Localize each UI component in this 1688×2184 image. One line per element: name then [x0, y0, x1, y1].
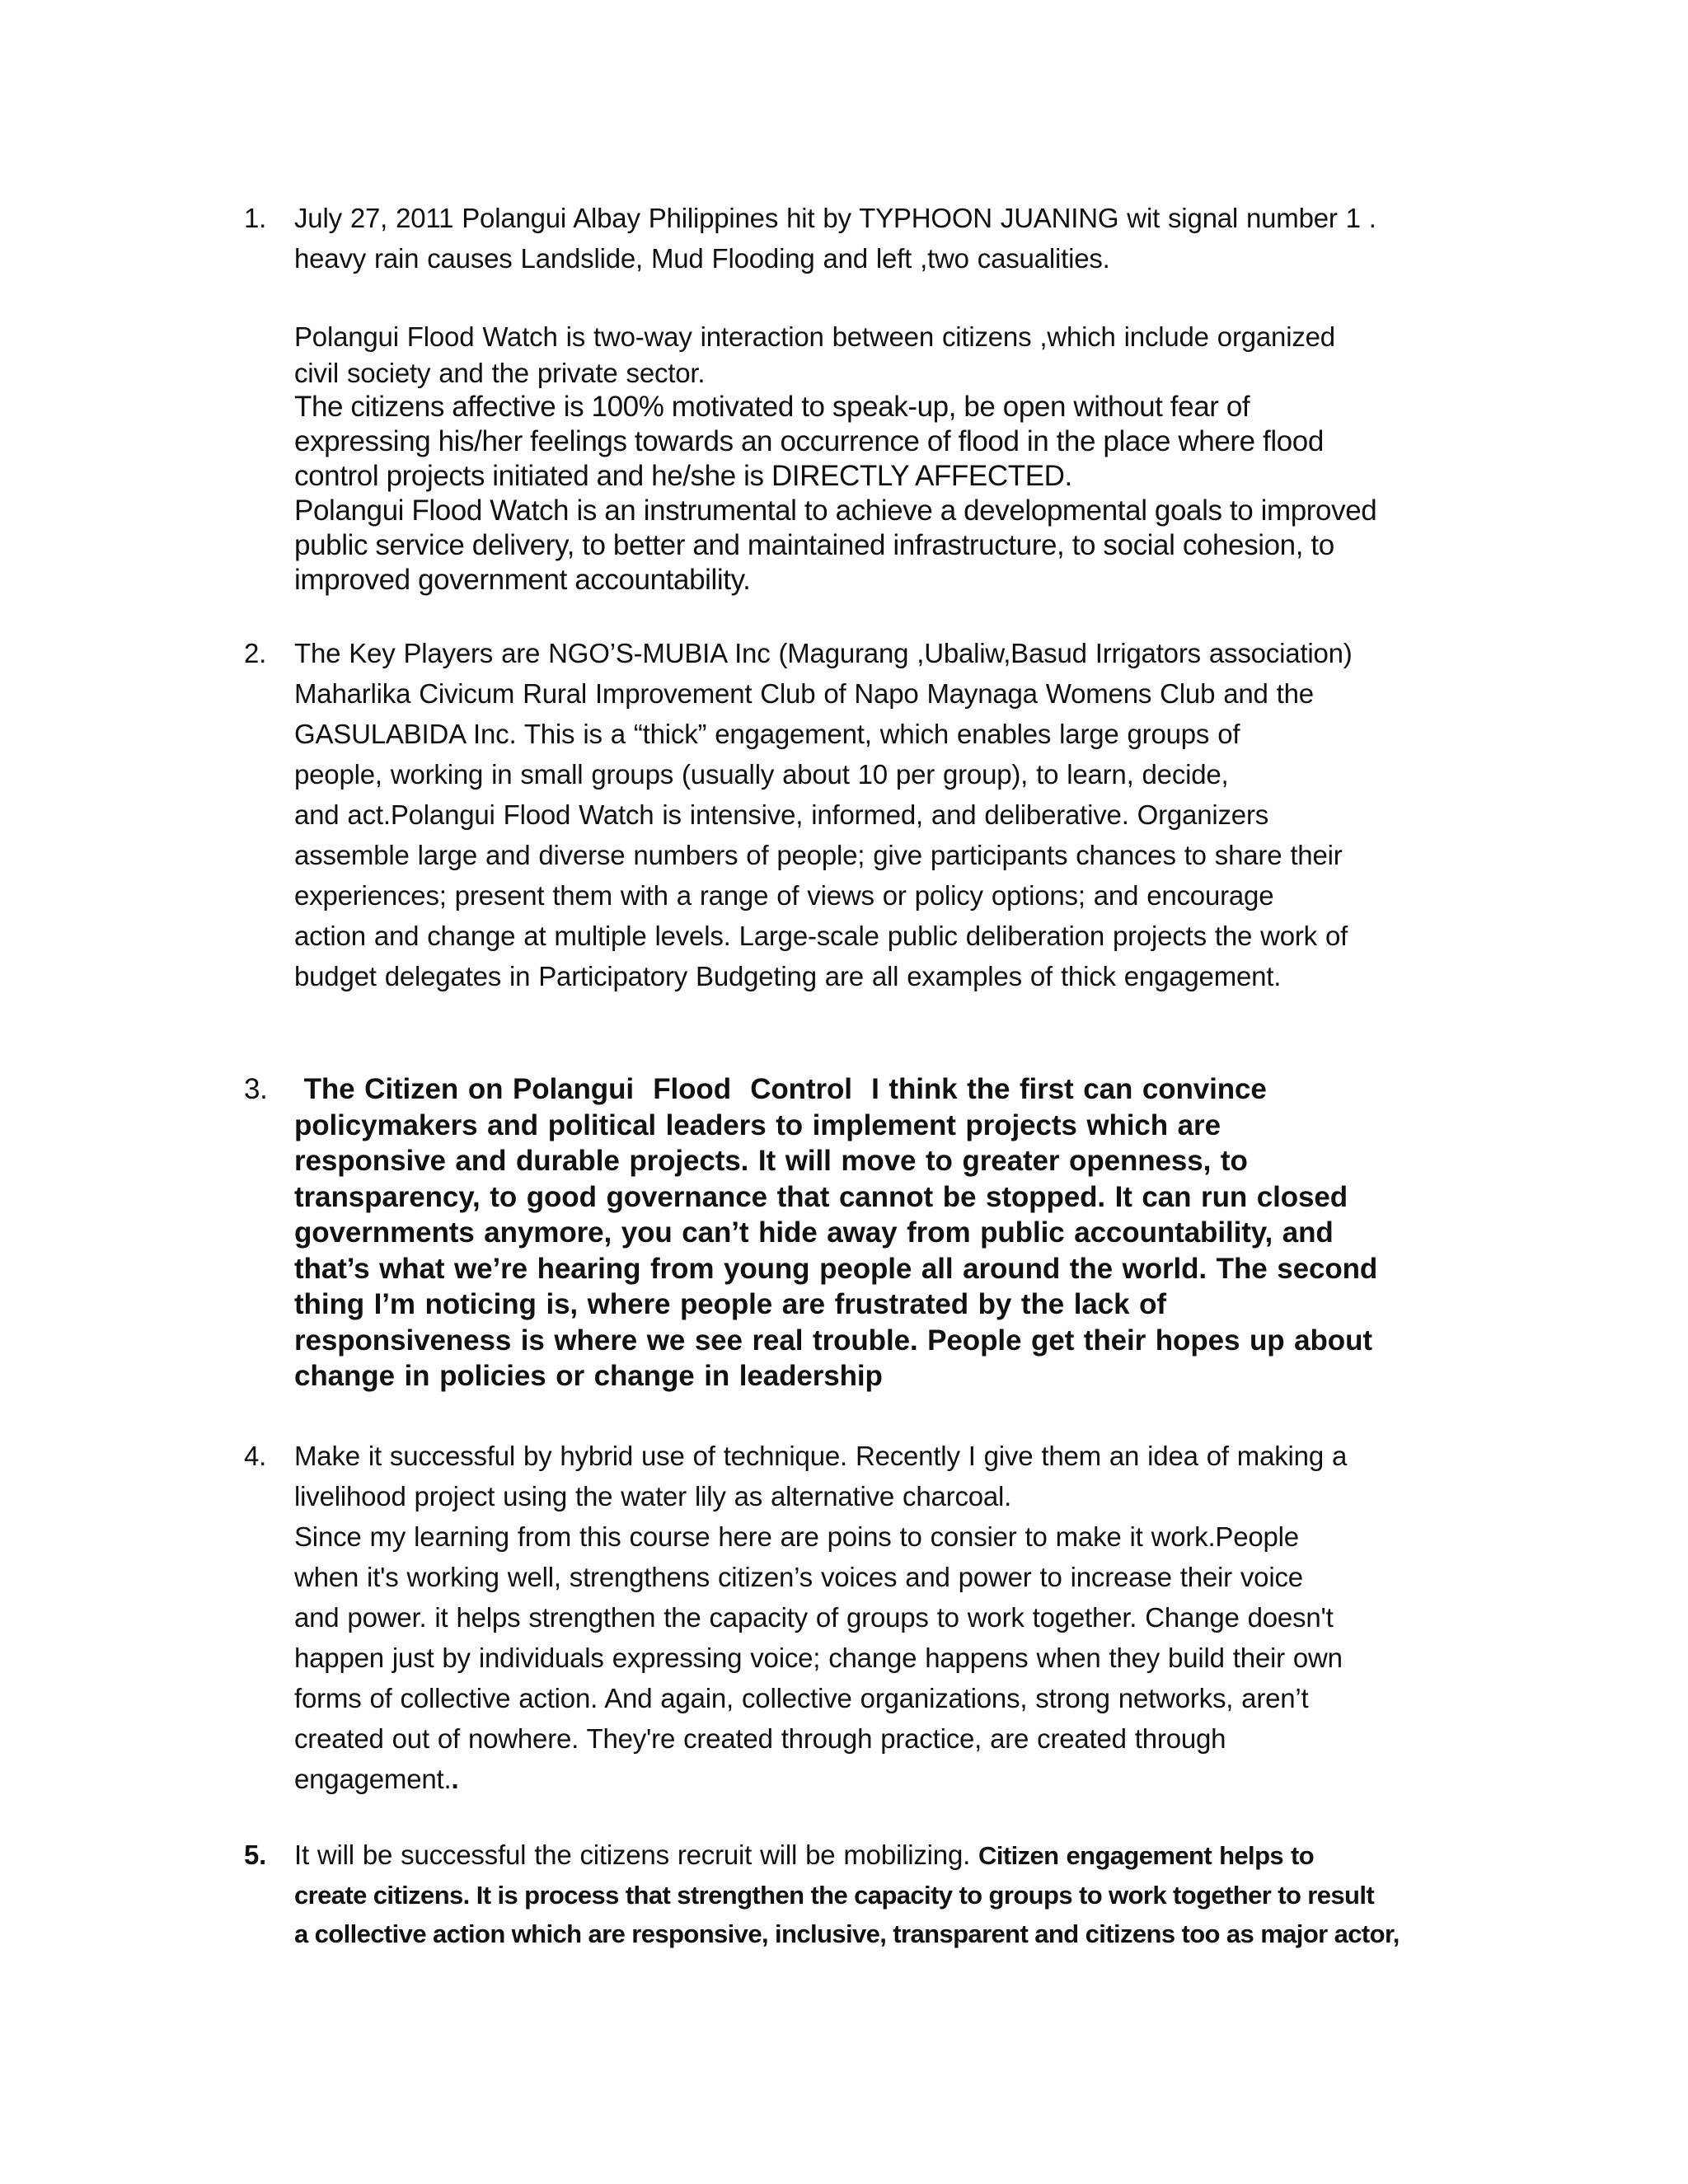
text-line: Make it successful by hybrid use of technique. Recently I give them an idea of making a [294, 1441, 1348, 1471]
paragraph-typhoon [294, 198, 1481, 279]
text-line: created out of nowhere. They're created through practice, are created through [294, 1723, 1226, 1754]
text-line: happen just by individuals expressing voice; change happens when they build their own [294, 1643, 1343, 1673]
text-line: heavy rain causes Landslide, Mud Flooding and left ,two casualities. [294, 243, 1110, 274]
text-line: Polangui Flood Watch is an instrumental to achieve a developmental goals to improved [294, 494, 1377, 527]
text-line: governments anymore, you can’t hide away from public accountability, and [294, 1216, 1334, 1249]
text-line: people, working in small groups (usually about 10 per group), to learn, decide, [294, 759, 1229, 790]
text-line: public service delivery, to better and maintained infrastructure, to social cohesion, to [294, 529, 1334, 561]
list-item-body [294, 1835, 1481, 1953]
text-line: responsive and durable projects. It will move to greater openness, to [294, 1145, 1248, 1177]
text-line: Maharlika Civicum Rural Improvement Club of Napo Maynaga Womens Club and the [294, 678, 1314, 709]
text-line: policymakers and political leaders to implement projects which are [294, 1108, 1221, 1141]
text-line-regular: It will be successful the citizens recruit will be mobilizing. [294, 1840, 979, 1870]
text-line: July 27, 2011 Polangui Albay Philippines hit by TYPHOON JUANING wit signal number 1 . [294, 203, 1376, 233]
text-line: budget delegates in Participatory Budgeting are all examples of thick engagement. [294, 961, 1282, 991]
text-line: experiences; present them with a range of views or policy options; and encourage [294, 880, 1274, 911]
text-line: The Key Players are NGO’S-MUBIA Inc (Magurang ,Ubaliw,Basud Irrigators association) [294, 638, 1353, 668]
list-number: 3. [244, 1073, 268, 1105]
text-line: that’s what we’re hearing from young people all around the world. The second [294, 1252, 1378, 1285]
text-line [294, 1759, 1481, 1799]
text-line: create citizens. It is process that strengthen the capacity to groups to work together to result [294, 1881, 1375, 1910]
text-line: transparency, to good governance that cannot be stopped. It can run closed [294, 1180, 1348, 1213]
text-line: responsiveness is where we see real trouble. People get their hopes up about [294, 1324, 1372, 1357]
text-line: and power. it helps strengthen the capacity of groups to work together. Change doesn't [294, 1602, 1334, 1633]
list-item-body [294, 1436, 1481, 1799]
text-line: GASULABIDA Inc. This is a “thick” engagement, which enables large groups of [294, 719, 1240, 749]
text-line: Polangui Flood Watch is two-way interaction between citizens ,which include organized [294, 321, 1335, 352]
list-number: 1. [244, 203, 267, 233]
list-item-body [294, 633, 1481, 996]
text-line: expressing his/her feelings towards an occurrence of flood in the place where flood [294, 425, 1324, 457]
text-line: The citizens affective is 100% motivated to speak-up, be open without fear of [294, 391, 1250, 423]
list-number: 5. [244, 1840, 267, 1870]
text-line: control projects initiated and he/she is DIRECTLY AFFECTED. [294, 460, 1072, 492]
text-line: forms of collective action. And again, collective organizations, strong networks, aren’t [294, 1683, 1309, 1713]
text-line: assemble large and diverse numbers of people; give participants chances to share their [294, 840, 1343, 870]
paragraph-citizens-affective [294, 390, 1481, 598]
text-line: civil society and the private sector. [294, 358, 706, 388]
text-line: The Citizen on Polangui Flood Control I think the first can convince [294, 1073, 1267, 1105]
text-line: and act.Polangui Flood Watch is intensive, informed, and deliberative. Organizers [294, 799, 1269, 830]
text-line-bold-period: . [451, 1764, 459, 1794]
text-line-content: engagement. [294, 1764, 452, 1794]
text-line: livelihood project using the water lily as alternative charcoal. [294, 1481, 1012, 1511]
text-line-bold: Citizen engagement helps to [978, 1841, 1315, 1870]
text-line: Since my learning from this course here are poins to consier to make it work.People [294, 1521, 1299, 1552]
text-line [294, 1835, 1481, 1876]
list-item-body [294, 198, 1481, 598]
text-line: thing I’m noticing is, where people are frustrated by the lack of [294, 1288, 1166, 1320]
text-line: a collective action which are responsive, inclusive, transparent and citizens too as major actor, [294, 1919, 1400, 1948]
paragraph-flood-watch [294, 316, 1481, 390]
list-number: 2. [244, 638, 267, 668]
list-item-body [294, 1071, 1481, 1394]
list-number: 4. [244, 1441, 267, 1471]
text-line: when it's working well, strengthens citizen’s voices and power to increase their voice [294, 1562, 1303, 1592]
text-line: action and change at multiple levels. Large-scale public deliberation projects the work of [294, 921, 1348, 951]
text-line: improved government accountability. [294, 564, 751, 596]
text-line: change in policies or change in leadership [294, 1360, 883, 1392]
